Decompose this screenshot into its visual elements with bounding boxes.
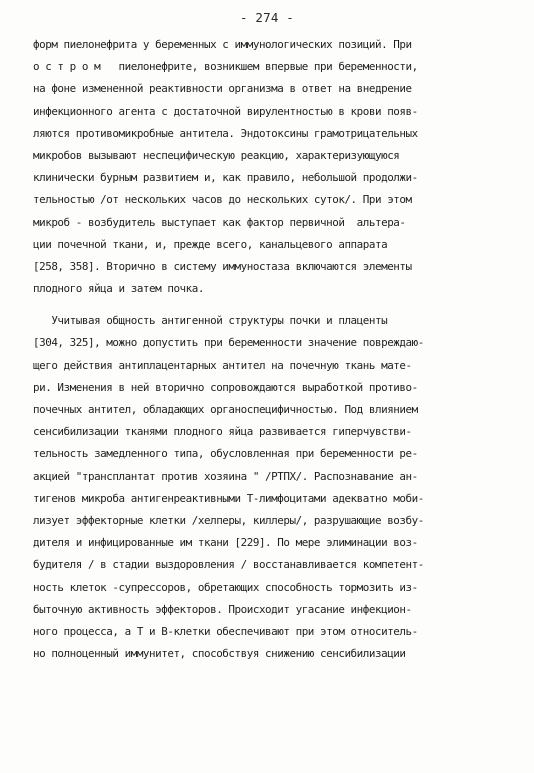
text-line: сенсибилизации тканями плодного яйца развивается гиперчувстви- — [33, 425, 412, 439]
text-line: будителя / в стадии выздоровления / восстанавливается компетент- — [33, 558, 424, 572]
text-line: тельностью /от нескольких часов до нескольких суток/. При этом — [33, 193, 412, 207]
text-line: но полноценный иммунитет, способствуя снижению сенсибилизации — [33, 647, 406, 661]
text-line: ри. Изменения в ней вторично сопровождаются выработкой противо- — [33, 380, 418, 394]
paragraph-2 — [33, 310, 493, 665]
text-line: тельность замедленного типа, обусловленная при беременности ре- — [33, 447, 418, 461]
text-line: плодного яйца и затем почка. — [33, 282, 204, 296]
text-line: акцией "трансплантат против хозяина " /РТПХ/. Распознавание ан- — [33, 469, 418, 483]
text-line: лизует эффекторные клетки /хелперы, киллеры/, разрушающие возбу- — [33, 513, 424, 527]
text-line: дителя и инфицированные им ткани [229]. По мере элиминации воз- — [33, 536, 418, 550]
text-line: Учитывая общность антигенной структуры почки и плаценты — [33, 314, 388, 328]
text-line: микроб - возбудитель выступает как фактор первичной альтера- — [33, 215, 406, 229]
text-line: ного процесса, а Т и В-клетки обеспечивают при этом относитель- — [33, 624, 418, 638]
text-line: клинически бурным развитием и, как правило, небольшой продолжи- — [33, 171, 418, 185]
text-line: быточную активность эффекторов. Происходит угасание инфекцион- — [33, 602, 412, 616]
text-line: тигенов микроба антигенреактивными Т-лимфоцитами адекватно моби- — [33, 491, 424, 505]
text-line: почечных антител, обладающих органоспецифичностью. Под влиянием — [33, 403, 418, 416]
text-line: микробов вызывают неспецифическую реакцию, характеризующуюся — [33, 148, 400, 162]
page-number: - 274 - — [239, 10, 295, 25]
text-line: ции почечной ткани, и, прежде всего, канальцевого аппарата — [33, 237, 388, 251]
text-line: ляются противомикробные антитела. Эндотоксины грамотрицательных — [33, 126, 418, 140]
paragraph-1 — [33, 34, 493, 300]
text-line: инфекционного агента с достаточной вирулентностью в крови появ- — [33, 104, 418, 118]
text-line: [258, 358]. Вторично в систему иммуностаза включаются элементы — [33, 259, 412, 273]
text-line: на фоне измененной реактивности организма в ответ на внедрение — [33, 82, 412, 96]
text-line: [304, 325], можно допустить при беременности значение повреждаю- — [33, 336, 424, 350]
text-line: форм пиелонефрита у беременных с иммунологических позиций. При — [33, 38, 412, 51]
text-line: щего действия антиплацентарных антител на почечную ткань мате- — [33, 358, 412, 372]
paragraph-gap — [33, 300, 493, 310]
text-line: ность клеток -супрессоров, обретающих способность тормозить из- — [33, 580, 418, 594]
body-text — [33, 34, 493, 665]
text-line: о с т р о м пиелонефрите, возникшем впервые при беременности, — [33, 60, 418, 74]
